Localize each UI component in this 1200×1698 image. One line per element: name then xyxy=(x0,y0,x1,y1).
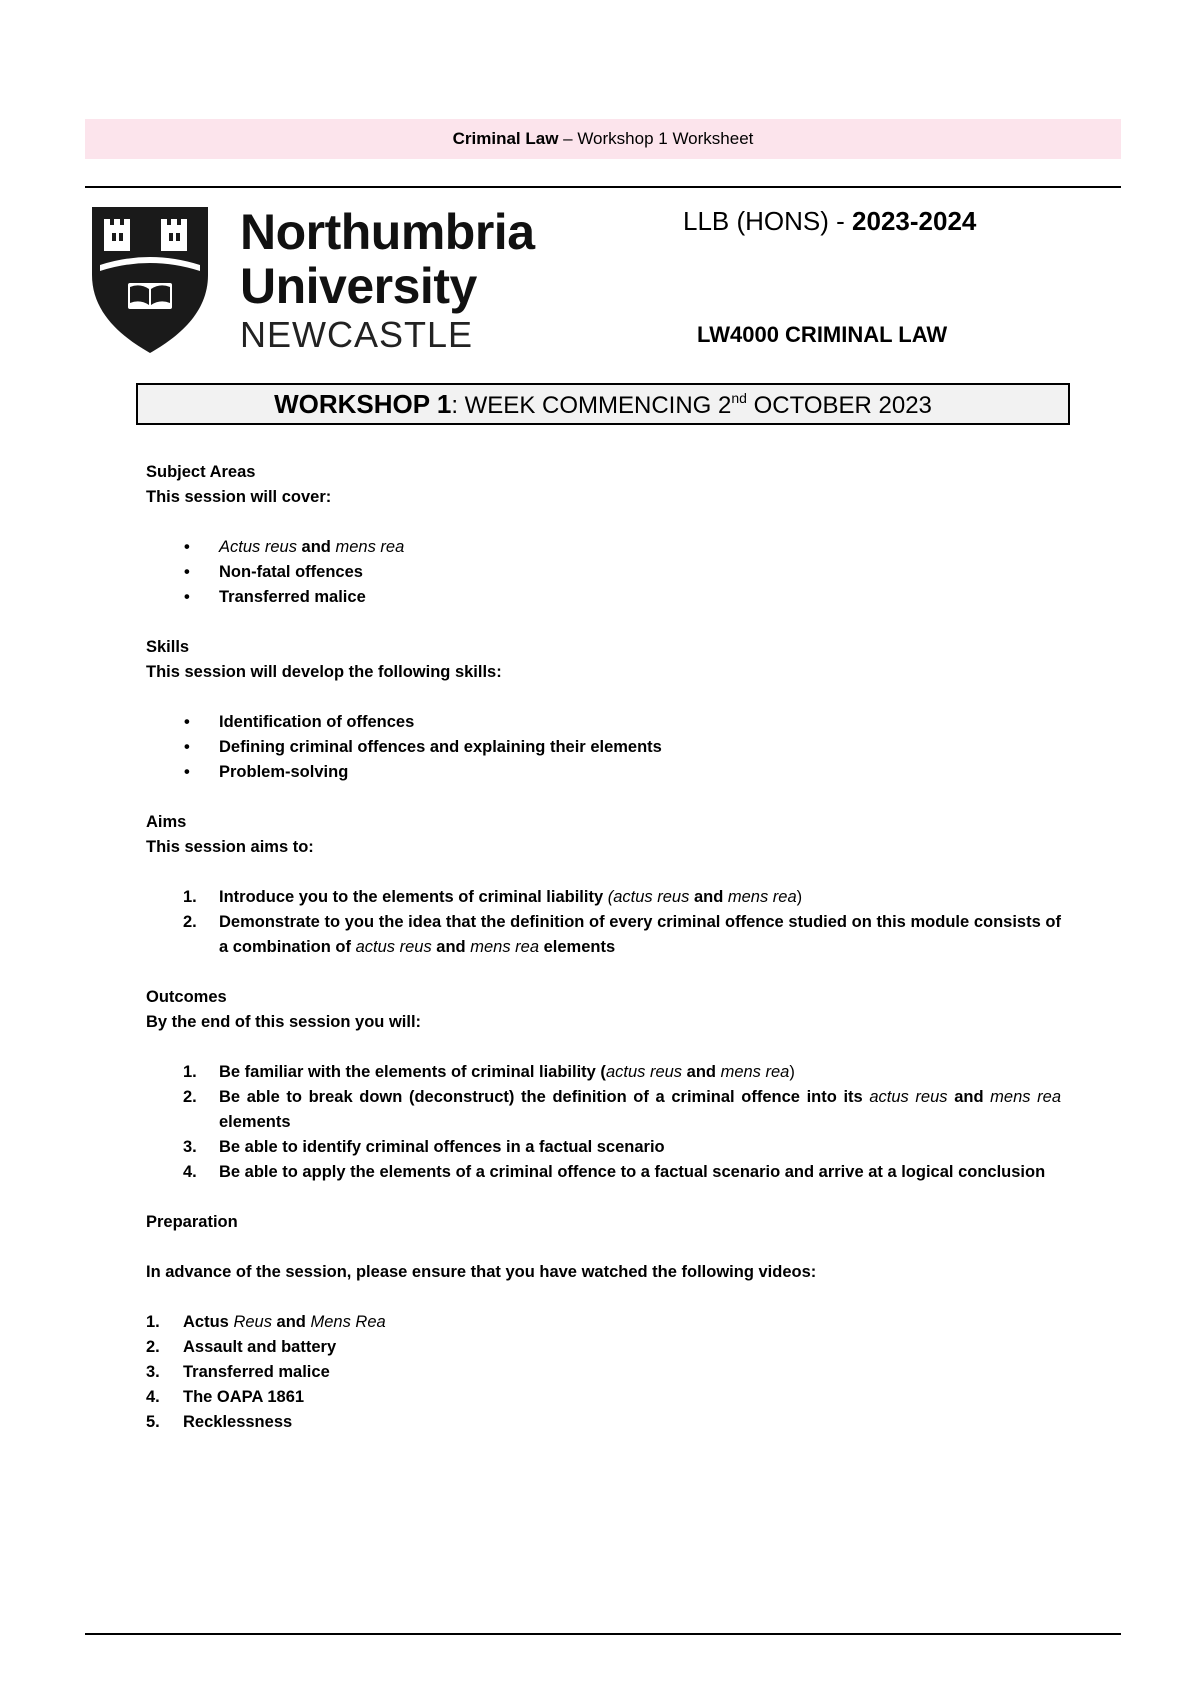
list-item: 2. Assault and battery xyxy=(146,1338,337,1356)
subject-list xyxy=(146,535,1061,610)
university-logo xyxy=(90,205,570,355)
section-heading: Subject Areas xyxy=(146,463,256,481)
section-intro: This session will cover: xyxy=(146,488,332,506)
module-title: LW4000 CRIMINAL LAW xyxy=(697,322,948,347)
worksheet-body xyxy=(146,460,1061,1435)
header-subtitle: – Workshop 1 Worksheet xyxy=(558,129,754,148)
crest-icon xyxy=(90,205,210,355)
programme-title xyxy=(683,206,976,237)
outcomes-list xyxy=(146,1060,1061,1185)
section-intro: This session will develop the following skills: xyxy=(146,663,502,681)
list-item: 1. Be familiar with the elements of criminal liability (actus reus and mens rea) xyxy=(183,1063,795,1081)
header-rule xyxy=(85,186,1121,188)
logo-line-3: NEWCASTLE xyxy=(240,314,474,355)
videos-list xyxy=(146,1310,1061,1435)
list-item: 5. Recklessness xyxy=(146,1413,293,1431)
list-item: 4. The OAPA 1861 xyxy=(146,1388,305,1406)
section-intro: In advance of the session, please ensure that you have watched the following videos: xyxy=(146,1263,817,1281)
aims-list xyxy=(146,885,1061,960)
logo-wordmark xyxy=(240,205,535,357)
list-item: 1. Introduce you to the elements of criminal liability (actus reus and mens rea) xyxy=(183,888,803,906)
list-item: • Transferred malice xyxy=(146,585,1061,610)
section-intro: This session aims to: xyxy=(146,838,314,856)
workshop-date: : WEEK COMMENCING 2 xyxy=(451,392,732,419)
list-item: • Identification of offences xyxy=(146,710,1061,735)
list-item: • Defining criminal offences and explaining their elements xyxy=(146,735,1061,760)
list-item: • Problem-solving xyxy=(146,760,1061,785)
list-item: • Non-fatal offences xyxy=(146,560,1061,585)
list-item: 4. Be able to apply the elements of a criminal offence to a factual scenario and arrive at a logical conclusion xyxy=(183,1163,1046,1181)
list-item: 1. Actus Reus and Mens Rea xyxy=(146,1313,386,1331)
workshop-date-suffix: nd xyxy=(731,390,747,406)
workshop-label: WORKSHOP 1 xyxy=(274,389,452,419)
footer-rule xyxy=(85,1633,1121,1635)
workshop-date-tail: OCTOBER 2023 xyxy=(746,392,932,419)
workshop-banner xyxy=(136,383,1070,425)
list-item: • Actus reus and mens rea xyxy=(146,535,1061,560)
section-heading: Aims xyxy=(146,813,187,831)
section-heading: Outcomes xyxy=(146,988,227,1006)
programme-prefix: LLB (HONS) - xyxy=(683,206,853,236)
list-item: 2. Be able to break down (deconstruct) the definition of a criminal offence into its actus reus and mens rea elements xyxy=(183,1088,1062,1131)
list-item: 2. Demonstrate to you the idea that the definition of every criminal offence studied on this module consists of a combination of actus reus and mens rea elements xyxy=(183,913,1061,956)
running-header xyxy=(85,119,1121,159)
section-heading: Skills xyxy=(146,638,190,656)
list-item: 3. Transferred malice xyxy=(146,1363,330,1381)
skills-list xyxy=(146,710,1061,785)
logo-line-1: Northumbria xyxy=(240,204,535,260)
programme-years: 2023-2024 xyxy=(852,206,977,236)
list-item: 3. Be able to identify criminal offences in a factual scenario xyxy=(183,1138,665,1156)
section-intro: By the end of this session you will: xyxy=(146,1013,422,1031)
header-course: Criminal Law xyxy=(452,129,559,148)
logo-line-2: University xyxy=(240,258,477,314)
section-heading: Preparation xyxy=(146,1213,238,1231)
